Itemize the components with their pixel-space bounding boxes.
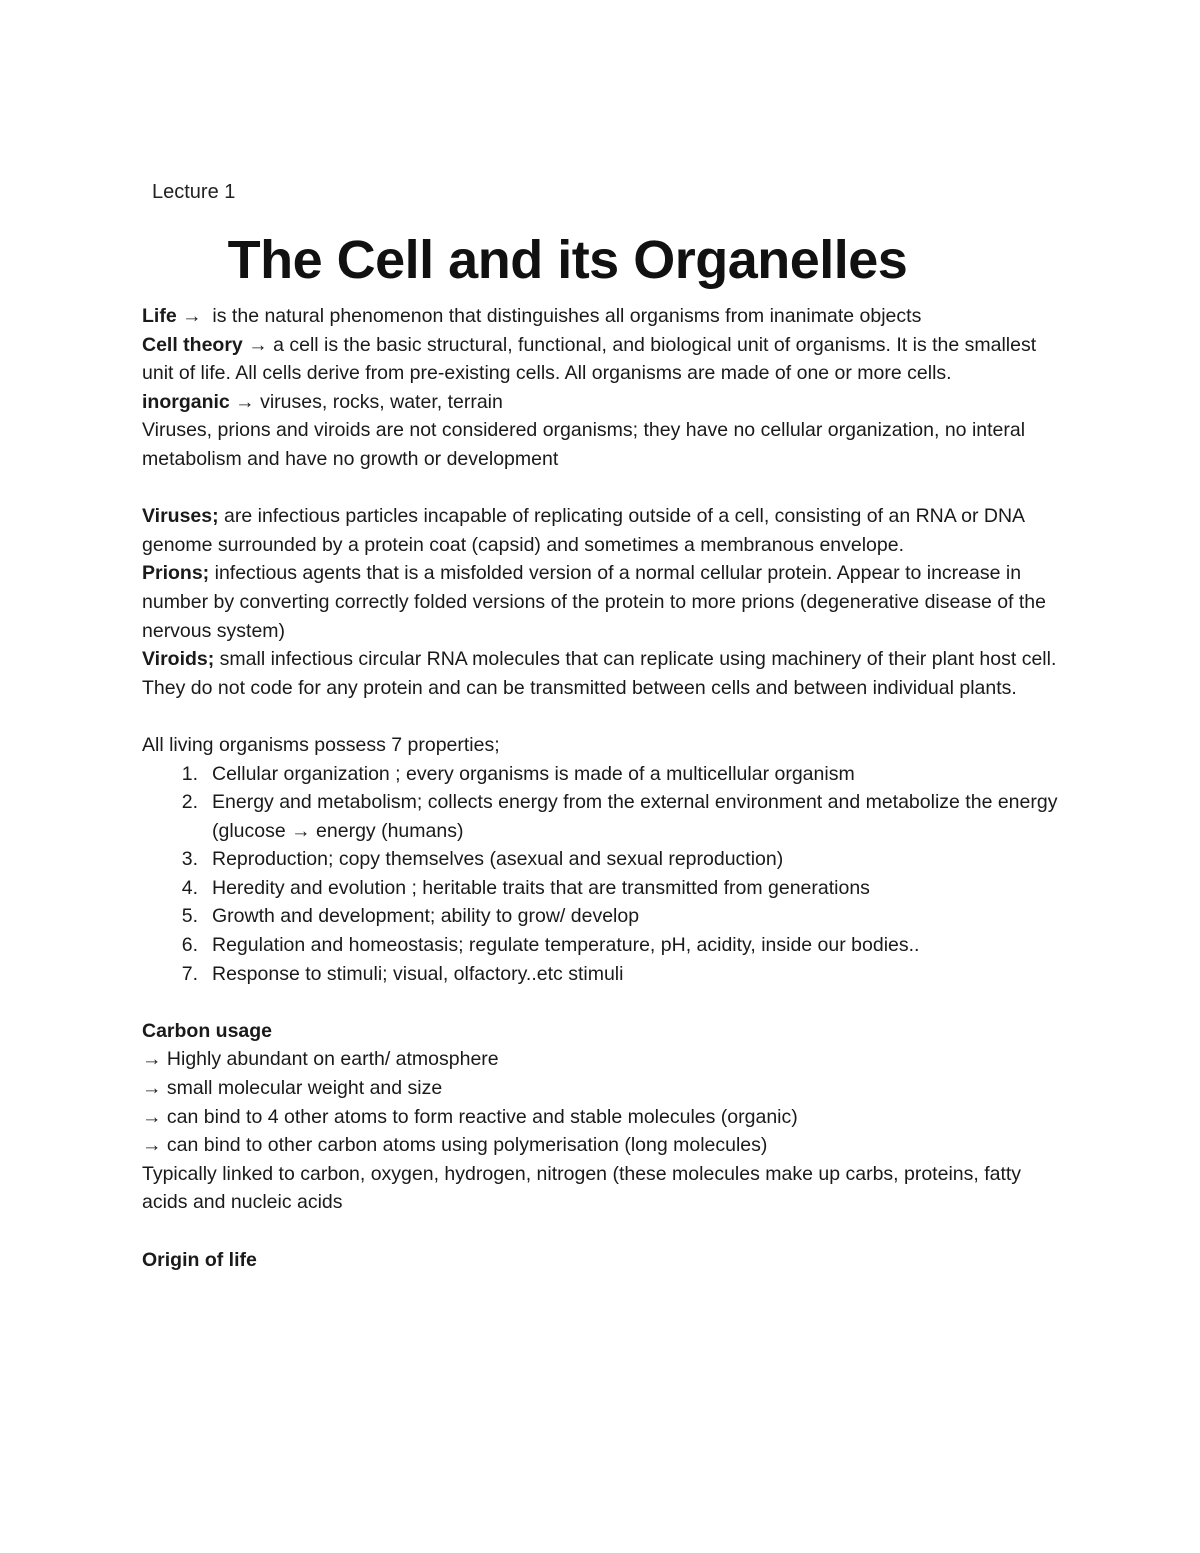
list-item-text: Growth and development; ability to grow/ develop [212,905,640,928]
list-item-number: 7. [181,962,198,985]
spacer [142,474,1062,503]
page-title: The Cell and its Organelles [227,230,908,290]
document-body [142,302,1062,1274]
spacer [142,1217,1062,1246]
cell-theory-definition [142,331,1062,388]
carbon-point: → Highly abundant on earth/ atmosphere [142,1048,499,1071]
carbon-point: → can bind to other carbon atoms using polymerisation (long molecules) [142,1134,768,1157]
list-item [142,931,1062,960]
viroids-term: Viroids; [142,648,215,671]
list-item-number: 3. [181,848,198,871]
origin-heading: Origin of life [142,1248,257,1271]
prions-text: infectious agents that is a misfolded version of a normal cellular protein. Appear to increase in number by converting correctly folded versions of the protein to more prions (degenerative disease of the nervous system) [142,562,1046,642]
list-item-text: Response to stimuli; visual, olfactory..etc stimuli [212,962,624,985]
list-item [142,902,1062,931]
viroids-definition [142,645,1062,702]
viroids-text: small infectious circular RNA molecules that can replicate using machinery of their plant host cell. They do not code for any protein and can be transmitted between cells and between individual plants. [142,648,1057,699]
list-item-text: Regulation and homeostasis; regulate temperature, pH, acidity, inside our bodies.. [212,934,920,957]
viruses-text: are infectious particles incapable of replicating outside of a cell, consisting of an RNA or DNA genome surrounded by a protein coat (capsid) and sometimes a membranous envelope. [142,505,1024,556]
list-item [142,788,1062,845]
list-item-text: Reproduction; copy themselves (asexual and sexual reproduction) [212,848,784,871]
list-item-number: 5. [181,905,198,928]
list-item-number: 2. [181,791,198,814]
carbon-heading: Carbon usage [142,1019,273,1042]
lecture-label: Lecture 1 [152,181,236,203]
list-item-text: Cellular organization ; every organisms is made of a multicellular organism [212,762,855,785]
list-item-text: Energy and metabolism; collects energy from the external environment and metabolize the energy (glucose → energy (humans) [212,791,1058,842]
inorganic-text: → viruses, rocks, water, terrain [229,390,503,413]
list-item-text: Heredity and evolution ; heritable traits that are transmitted from generations [212,876,870,899]
carbon-point: → can bind to 4 other atoms to form reactive and stable molecules (organic) [142,1105,798,1128]
spacer [142,988,1062,1017]
viruses-term: Viruses; [142,505,219,528]
properties-intro: All living organisms possess 7 properties; [142,733,500,756]
list-item [142,760,1062,789]
list-item-number: 1. [181,762,198,785]
list-item [142,960,1062,989]
list-item [142,874,1062,903]
list-item-number: 4. [181,876,198,899]
cell-theory-text: → a cell is the basic structural, functional, and biological unit of organisms. It is the smallest unit of life. All cells derive from pre-existing cells. All organisms are made of one or more cells. [142,333,1037,385]
carbon-note: Typically linked to carbon, oxygen, hydrogen, nitrogen (these molecules make up carbs, proteins, fatty acids and nucleic acids [142,1162,1022,1214]
life-term: Life → [142,305,202,327]
carbon-point: → small molecular weight and size [142,1077,443,1100]
prions-term: Prions; [142,562,210,585]
inorganic-definition [142,388,1062,417]
life-definition [142,302,1062,331]
list-item [142,845,1062,874]
non-organisms-note: Viruses, prions and viroids are not considered organisms; they have no cellular organization, no interal metabolism and have no growth or development [142,419,1026,470]
prions-definition [142,559,1062,645]
viruses-definition [142,502,1062,559]
spacer [142,702,1062,731]
list-item-number: 6. [181,934,198,957]
inorganic-term: inorganic [142,390,230,413]
cell-theory-term: Cell theory [142,333,243,356]
life-text: is the natural phenomenon that distinguishes all organisms from inanimate objects [201,305,922,327]
properties-list [142,760,1062,989]
